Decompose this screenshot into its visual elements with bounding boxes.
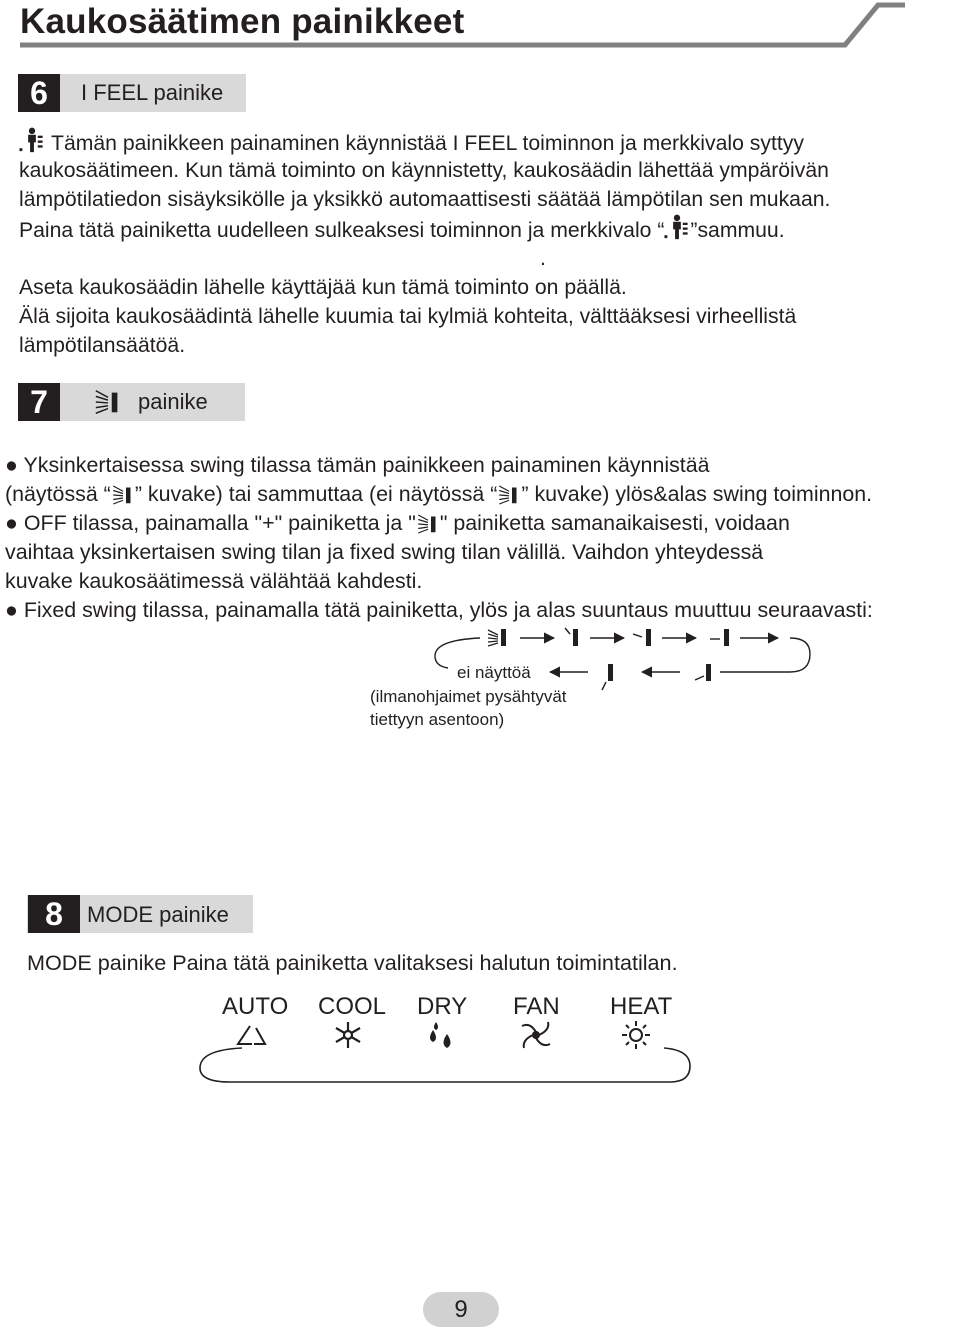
diagram-note-1: ei näyttöä <box>457 663 531 682</box>
section-6-body <box>19 127 830 243</box>
mode-label-fan: FAN <box>513 993 560 1020</box>
swing-icon <box>497 482 521 508</box>
swing-icon <box>416 511 440 537</box>
sec6-line-2: kaukosäätimeen. Kun tämä toiminto on käynnistetty, kaukosäädin lähettää ympäröivän <box>19 159 829 182</box>
diagram-note-3: tiettyyn asentoon) <box>370 710 505 729</box>
sec6-text-4b: ”sammuu. <box>690 219 785 242</box>
mode-label-heat: HEAT <box>610 993 673 1020</box>
stray-dot: . <box>540 247 546 270</box>
sec6-line-7: lämpötilansäätöä. <box>19 334 186 357</box>
fan-icon <box>522 1022 550 1048</box>
sec7-text-2a-pre: ● OFF tilassa, painamalla "+" painiketta ja " <box>5 511 416 535</box>
swing-icon <box>93 387 123 417</box>
section-7-body <box>5 451 873 625</box>
sec7-text-1b-post: ” kuvake) ylös&alas swing toiminnon. <box>521 482 873 506</box>
snowflake-icon <box>336 1022 360 1048</box>
page-title: Kaukosäätimen painikkeet <box>20 2 465 41</box>
section-6-number: 6 <box>18 74 60 112</box>
mode-cycle-diagram <box>170 1020 730 1086</box>
sec7-bullet-1b <box>5 480 873 509</box>
section-7-number: 7 <box>18 383 60 421</box>
section-8-number: 8 <box>28 895 80 933</box>
swing-pos-2-icon <box>633 629 651 646</box>
sec7-line-2b: vaihtaa yksinkertaisen swing tilan ja fixed swing tilan välillä. Vaihdon yhteydessä <box>5 540 764 564</box>
page-number: 9 <box>423 1292 499 1327</box>
mode-label-dry: DRY <box>417 993 468 1020</box>
sec7-text-2a-post: " painiketta samanaikaisesti, voidaan <box>439 511 790 535</box>
swing-pos-4-icon <box>695 664 711 681</box>
sec7-text-1b-mid: ” kuvake) tai sammuttaa (ei näytössä “ <box>134 482 498 506</box>
i-feel-icon <box>664 214 690 241</box>
droplet-icon <box>430 1022 451 1048</box>
swing-pos-5-icon <box>602 664 613 690</box>
mode-label-auto: AUTO <box>222 993 289 1020</box>
header-rule <box>0 0 960 50</box>
i-feel-icon <box>19 127 45 154</box>
sec6-line-3: lämpötilatiedon sisäyksikölle ja yksikkö automaattisesti säätää lämpötilan sen mukaan. <box>19 188 831 211</box>
sec6-line-1 <box>19 127 830 156</box>
sec6-text-1: Tämän painikkeen painaminen käynnistää I FEEL toiminnon ja merkkivalo syttyy <box>51 132 804 155</box>
sec7-text-1b-pre: (näytössä “ <box>5 482 111 506</box>
swing-pos-1-icon <box>565 628 578 646</box>
section-6-label: I FEEL painike <box>81 80 224 105</box>
auto-icon <box>238 1026 265 1044</box>
sec6-line-4 <box>19 214 830 243</box>
section-8-text: MODE painike Paina tätä painiketta valitaksesi halutun toimintatilan. <box>27 950 678 975</box>
mode-cycle-loop <box>200 1048 690 1082</box>
section-8-label: MODE painike <box>87 902 229 927</box>
mode-label-cool: COOL <box>318 993 387 1020</box>
sec6-line-6: Älä sijoita kaukosäädintä lähelle kuumia tai kylmiä kohteita, välttääksesi virheellistä <box>19 305 797 328</box>
swing-icon <box>111 482 135 508</box>
sun-icon <box>622 1021 650 1049</box>
return-curve <box>720 638 810 672</box>
sec7-bullet-3: ● Fixed swing tilassa, painamalla tätä painiketta, ylös ja alas suuntaus muuttuu seuraavasti: <box>5 598 873 622</box>
section-7-label: painike <box>138 389 208 414</box>
sec7-line-2c: kuvake kaukosäätimessä välähtää kahdesti. <box>5 569 423 593</box>
sec7-bullet-2a <box>5 509 873 538</box>
sec7-bullet-1a: ● Yksinkertaisessa swing tilassa tämän painikkeen painaminen käynnistää <box>5 453 710 477</box>
sec6-line-5: Aseta kaukosäädin lähelle käyttäjää kun tämä toiminto on päällä. <box>19 276 627 299</box>
diagram-note-2: (ilmanohjaimet pysähtyvät <box>370 687 567 706</box>
swing-full-icon <box>488 629 506 646</box>
section-6-notes <box>19 273 796 360</box>
swing-pos-3-icon <box>710 629 729 646</box>
sec6-text-4a: Paina tätä painiketta uudelleen sulkeaksesi toiminnon ja merkkivalo “ <box>19 219 665 242</box>
